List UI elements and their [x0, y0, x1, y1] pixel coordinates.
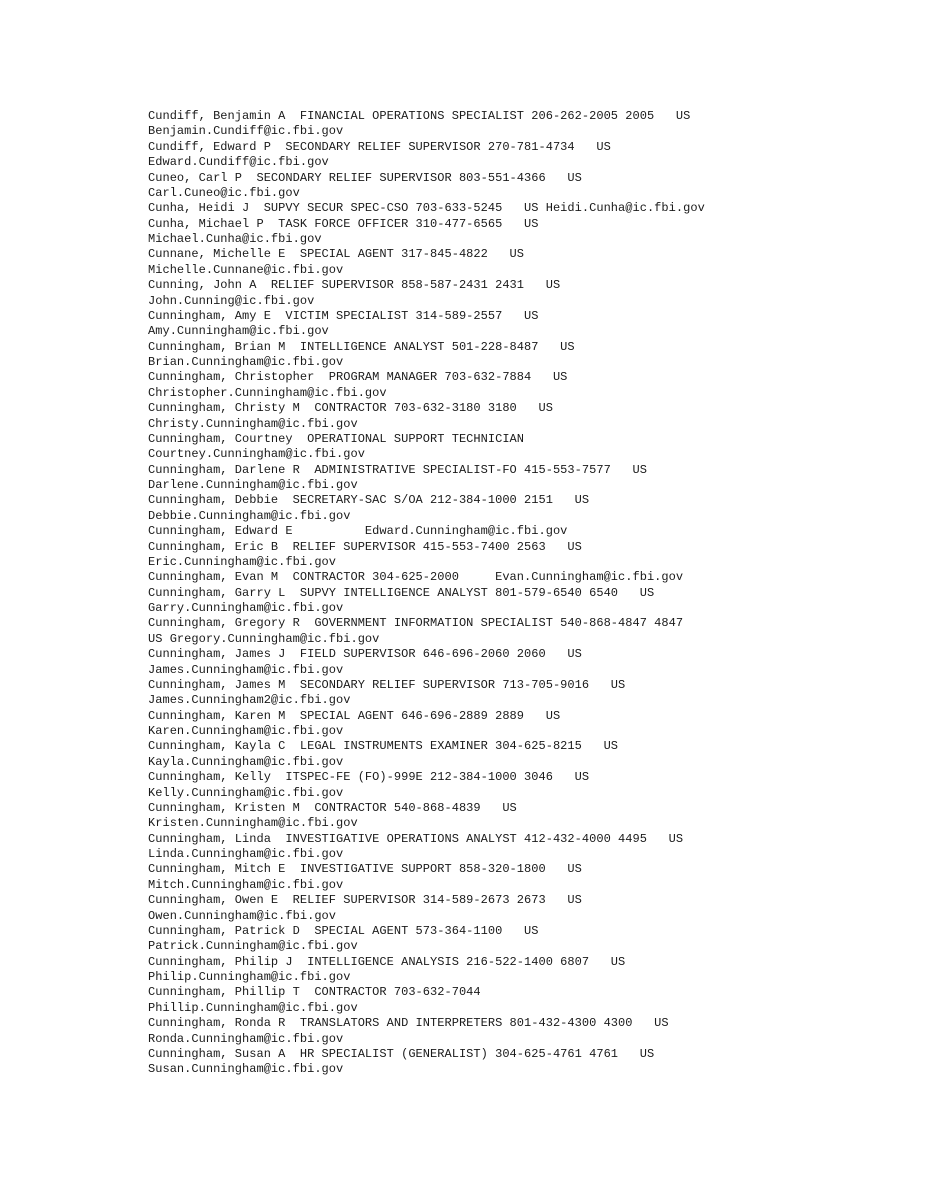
text-line: Cunningham, James J FIELD SUPERVISOR 646-696-2060 2060 US — [148, 647, 582, 662]
text-line: Cunha, Michael P TASK FORCE OFFICER 310-477-6565 US — [148, 216, 539, 231]
text-line: Eric.Cunningham@ic.fbi.gov — [148, 554, 337, 569]
text-line: Cunningham, Garry L SUPVY INTELLIGENCE ANALYST 801-579-6540 6540 US — [148, 585, 655, 600]
text-line: Susan.Cunningham@ic.fbi.gov — [148, 1062, 344, 1077]
text-line: Cunningham, Patrick D SPECIAL AGENT 573-364-1100 US — [148, 923, 539, 938]
text-line: Cunningham, Linda INVESTIGATIVE OPERATIONS ANALYST 412-432-4000 4495 US — [148, 831, 684, 846]
text-line: Cunningham, Courtney OPERATIONAL SUPPORT TECHNICIAN — [148, 431, 525, 446]
text-line: Michelle.Cunnane@ic.fbi.gov — [148, 262, 344, 277]
text-line: Patrick.Cunningham@ic.fbi.gov — [148, 939, 358, 954]
directory-listing — [148, 109, 908, 1078]
text-line: Ronda.Cunningham@ic.fbi.gov — [148, 1031, 344, 1046]
text-line: Mitch.Cunningham@ic.fbi.gov — [148, 877, 344, 892]
text-line: Christopher.Cunningham@ic.fbi.gov — [148, 385, 387, 400]
text-line: Cunningham, Gregory R GOVERNMENT INFORMATION SPECIALIST 540-868-4847 4847 — [148, 616, 684, 631]
text-line: Cundiff, Edward P SECONDARY RELIEF SUPERVISOR 270-781-4734 US — [148, 139, 611, 154]
text-line: Cunningham, Edward E Edward.Cunningham@ic.fbi.gov — [148, 524, 568, 539]
text-line: Courtney.Cunningham@ic.fbi.gov — [148, 447, 365, 462]
text-line: Amy.Cunningham@ic.fbi.gov — [148, 324, 329, 339]
text-line: Cunningham, Mitch E INVESTIGATIVE SUPPORT 858-320-1800 US — [148, 862, 582, 877]
text-line: Cunningham, Karen M SPECIAL AGENT 646-696-2889 2889 US — [148, 708, 561, 723]
text-line: Cuneo, Carl P SECONDARY RELIEF SUPERVISOR 803-551-4366 US — [148, 170, 582, 185]
text-line: Cunningham, Christopher PROGRAM MANAGER 703-632-7884 US — [148, 370, 568, 385]
text-line: James.Cunningham@ic.fbi.gov — [148, 662, 344, 677]
text-line: Cunningham, Kelly ITSPEC-FE (FO)-999E 212-384-1000 3046 US — [148, 770, 590, 785]
text-line: Karen.Cunningham@ic.fbi.gov — [148, 724, 344, 738]
text-line: Carl.Cuneo@ic.fbi.gov — [148, 185, 300, 200]
text-line: Cunningham, Owen E RELIEF SUPERVISOR 314-589-2673 2673 US — [148, 893, 582, 908]
text-line: Cunningham, Amy E VICTIM SPECIALIST 314-589-2557 US — [148, 308, 539, 323]
text-line: Kelly.Cunningham@ic.fbi.gov — [148, 785, 344, 800]
text-line: Brian.Cunningham@ic.fbi.gov — [148, 355, 344, 369]
text-line: Cunningham, James M SECONDARY RELIEF SUPERVISOR 713-705-9016 US — [148, 677, 626, 692]
text-line: Garry.Cunningham@ic.fbi.gov — [148, 601, 344, 615]
text-line: Darlene.Cunningham@ic.fbi.gov — [148, 478, 358, 492]
text-line: Debbie.Cunningham@ic.fbi.gov — [148, 508, 351, 523]
text-line: Christy.Cunningham@ic.fbi.gov — [148, 416, 358, 431]
text-line: Phillip.Cunningham@ic.fbi.gov — [148, 1000, 358, 1015]
text-line: Cunha, Heidi J SUPVY SECUR SPEC-CSO 703-633-5245 US Heidi.Cunha@ic.fbi.gov — [148, 201, 705, 216]
text-line: Cunningham, Darlene R ADMINISTRATIVE SPECIALIST-FO 415-553-7577 US — [148, 462, 647, 477]
text-line: Kristen.Cunningham@ic.fbi.gov — [148, 816, 358, 831]
text-line: John.Cunning@ic.fbi.gov — [148, 293, 315, 308]
text-line: James.Cunningham2@ic.fbi.gov — [148, 693, 351, 708]
text-line: Edward.Cundiff@ic.fbi.gov — [148, 155, 329, 170]
text-line: Cunningham, Evan M CONTRACTOR 304-625-2000 Evan.Cunningham@ic.fbi.gov — [148, 570, 684, 585]
text-line: Cunningham, Debbie SECRETARY-SAC S/OA 212-384-1000 2151 US — [148, 493, 590, 508]
text-line: Cunningham, Kristen M CONTRACTOR 540-868-4839 US — [148, 800, 517, 815]
text-line: Cunningham, Eric B RELIEF SUPERVISOR 415-553-7400 2563 US — [148, 539, 582, 554]
text-line: Cundiff, Benjamin A FINANCIAL OPERATIONS SPECIALIST 206-262-2005 2005 US — [148, 109, 691, 123]
text-line: Cunningham, Phillip T CONTRACTOR 703-632-7044 — [148, 985, 481, 1000]
text-line: Cunningham, Kayla C LEGAL INSTRUMENTS EXAMINER 304-625-8215 US — [148, 739, 619, 754]
text-line: Kayla.Cunningham@ic.fbi.gov — [148, 754, 344, 769]
text-line: Cunningham, Philip J INTELLIGENCE ANALYSIS 216-522-1400 6807 US — [148, 954, 626, 969]
text-line: Linda.Cunningham@ic.fbi.gov — [148, 847, 344, 861]
text-line: Philip.Cunningham@ic.fbi.gov — [148, 970, 351, 984]
text-line: Cunningham, Ronda R TRANSLATORS AND INTERPRETERS 801-432-4300 4300 US — [148, 1016, 669, 1031]
text-line: Benjamin.Cundiff@ic.fbi.gov — [148, 124, 344, 139]
text-line: Cunningham, Brian M INTELLIGENCE ANALYST 501-228-8487 US — [148, 339, 575, 354]
text-line: Cunning, John A RELIEF SUPERVISOR 858-587-2431 2431 US — [148, 278, 561, 293]
text-line: Owen.Cunningham@ic.fbi.gov — [148, 908, 337, 923]
text-line: US Gregory.Cunningham@ic.fbi.gov — [148, 631, 380, 646]
text-line: Cunningham, Christy M CONTRACTOR 703-632-3180 3180 US — [148, 401, 553, 416]
text-line: Michael.Cunha@ic.fbi.gov — [148, 232, 322, 246]
text-line: Cunningham, Susan A HR SPECIALIST (GENERALIST) 304-625-4761 4761 US — [148, 1046, 655, 1061]
text-line: Cunnane, Michelle E SPECIAL AGENT 317-845-4822 US — [148, 247, 525, 262]
